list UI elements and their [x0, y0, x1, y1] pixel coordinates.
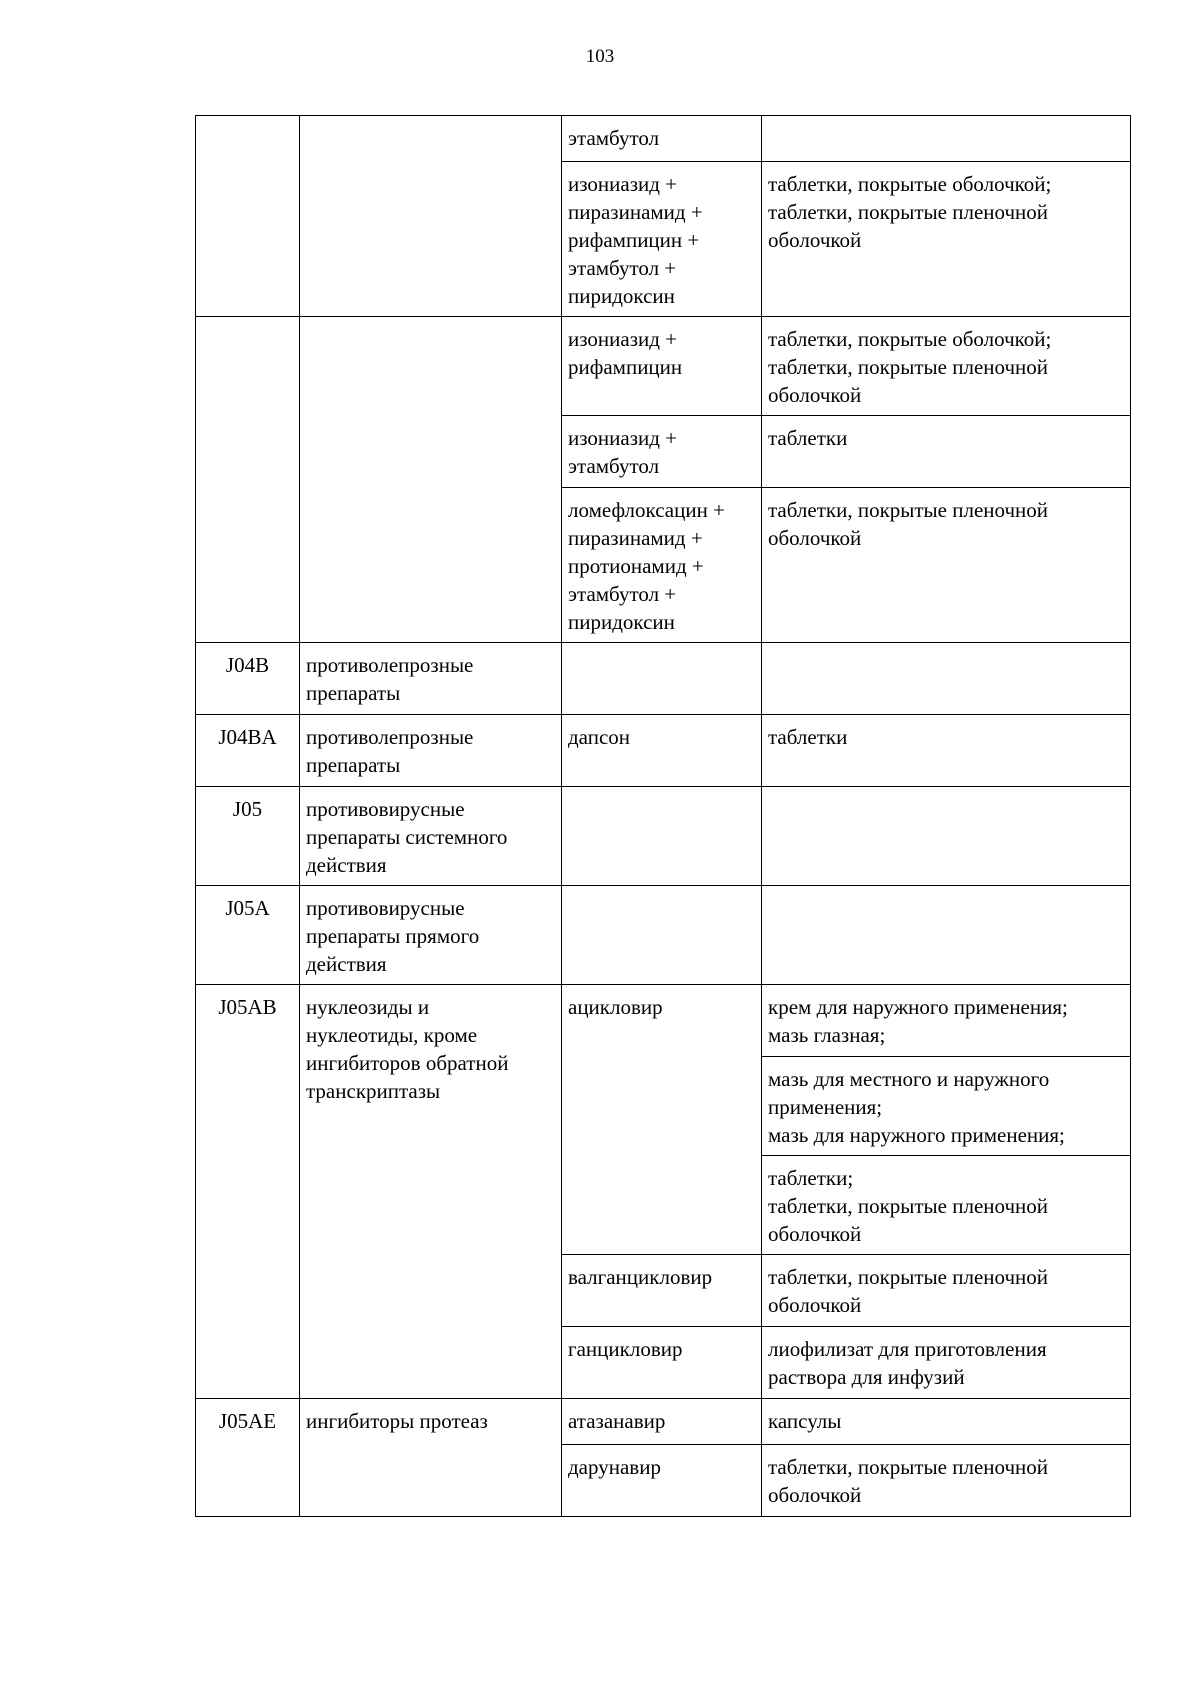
drug-name-cell: изониазид + этамбутол	[562, 416, 762, 488]
drug-name-cell	[562, 787, 762, 886]
drug-name-cell: изониазид + пиразинамид + рифампицин + этамбутол + пиридоксин	[562, 162, 762, 317]
table-row	[196, 116, 1131, 162]
drug-name-cell: этамбутол	[562, 116, 762, 162]
dosage-form-cell	[762, 787, 1131, 886]
drug-name-cell: ломефлоксацин + пиразинамид + протионамид + этамбутол + пиридоксин	[562, 488, 762, 643]
drug-name-cell: изониазид + рифампицин	[562, 317, 762, 416]
table-body	[196, 116, 1131, 1517]
table-row	[196, 985, 1131, 1057]
atc-code-cell: J05AE	[196, 1399, 300, 1517]
dosage-form-cell	[762, 643, 1131, 715]
dosage-form-cell	[762, 886, 1131, 985]
anatomical-group-cell: противолепрозные препараты	[300, 643, 562, 715]
anatomical-group-cell: противолепрозные препараты	[300, 715, 562, 787]
drug-name-cell: атазанавир	[562, 1399, 762, 1445]
drug-name-cell: ацикловир	[562, 985, 762, 1255]
dosage-form-cell	[762, 116, 1131, 162]
table-row	[196, 787, 1131, 886]
table-row	[196, 886, 1131, 985]
atc-code-cell	[196, 116, 300, 317]
drug-name-cell	[562, 643, 762, 715]
page-number: 103	[585, 46, 615, 67]
table-row	[196, 1399, 1131, 1445]
dosage-form-cell: мазь для местного и наружного применения; мазь для наружного применения;	[762, 1057, 1131, 1156]
dosage-form-cell: крем для наружного применения; мазь глазная;	[762, 985, 1131, 1057]
anatomical-group-cell	[300, 116, 562, 317]
dosage-form-cell: таблетки, покрытые оболочкой; таблетки, покрытые пленочной оболочкой	[762, 317, 1131, 416]
atc-code-cell: J05A	[196, 886, 300, 985]
atc-code-cell: J04B	[196, 643, 300, 715]
anatomical-group-cell: нуклеозиды и нуклеотиды, кроме ингибиторов обратной транскриптазы	[300, 985, 562, 1399]
dosage-form-cell: таблетки, покрытые оболочкой; таблетки, покрытые пленочной оболочкой	[762, 162, 1131, 317]
table-row	[196, 715, 1131, 787]
drug-name-cell: дарунавир	[562, 1445, 762, 1517]
drug-name-cell: ганцикловир	[562, 1327, 762, 1399]
anatomical-group-cell	[300, 317, 562, 643]
drug-name-cell: валганцикловир	[562, 1255, 762, 1327]
atc-code-cell: J04BA	[196, 715, 300, 787]
dosage-form-cell: таблетки; таблетки, покрытые пленочной оболочкой	[762, 1156, 1131, 1255]
atc-code-cell: J05AB	[196, 985, 300, 1399]
anatomical-group-cell: противовирусные препараты системного действия	[300, 787, 562, 886]
drug-table	[195, 115, 1131, 1517]
dosage-form-cell: лиофилизат для приготовления раствора для инфузий	[762, 1327, 1131, 1399]
drug-name-cell: дапсон	[562, 715, 762, 787]
atc-code-cell	[196, 317, 300, 643]
atc-code-cell: J05	[196, 787, 300, 886]
dosage-form-cell: таблетки, покрытые пленочной оболочкой	[762, 488, 1131, 643]
anatomical-group-cell: ингибиторы протеаз	[300, 1399, 562, 1517]
table-row	[196, 317, 1131, 416]
dosage-form-cell: таблетки, покрытые пленочной оболочкой	[762, 1255, 1131, 1327]
dosage-form-cell: капсулы	[762, 1399, 1131, 1445]
dosage-form-cell: таблетки	[762, 715, 1131, 787]
table-row	[196, 643, 1131, 715]
anatomical-group-cell: противовирусные препараты прямого действия	[300, 886, 562, 985]
dosage-form-cell: таблетки	[762, 416, 1131, 488]
dosage-form-cell: таблетки, покрытые пленочной оболочкой	[762, 1445, 1131, 1517]
drug-name-cell	[562, 886, 762, 985]
